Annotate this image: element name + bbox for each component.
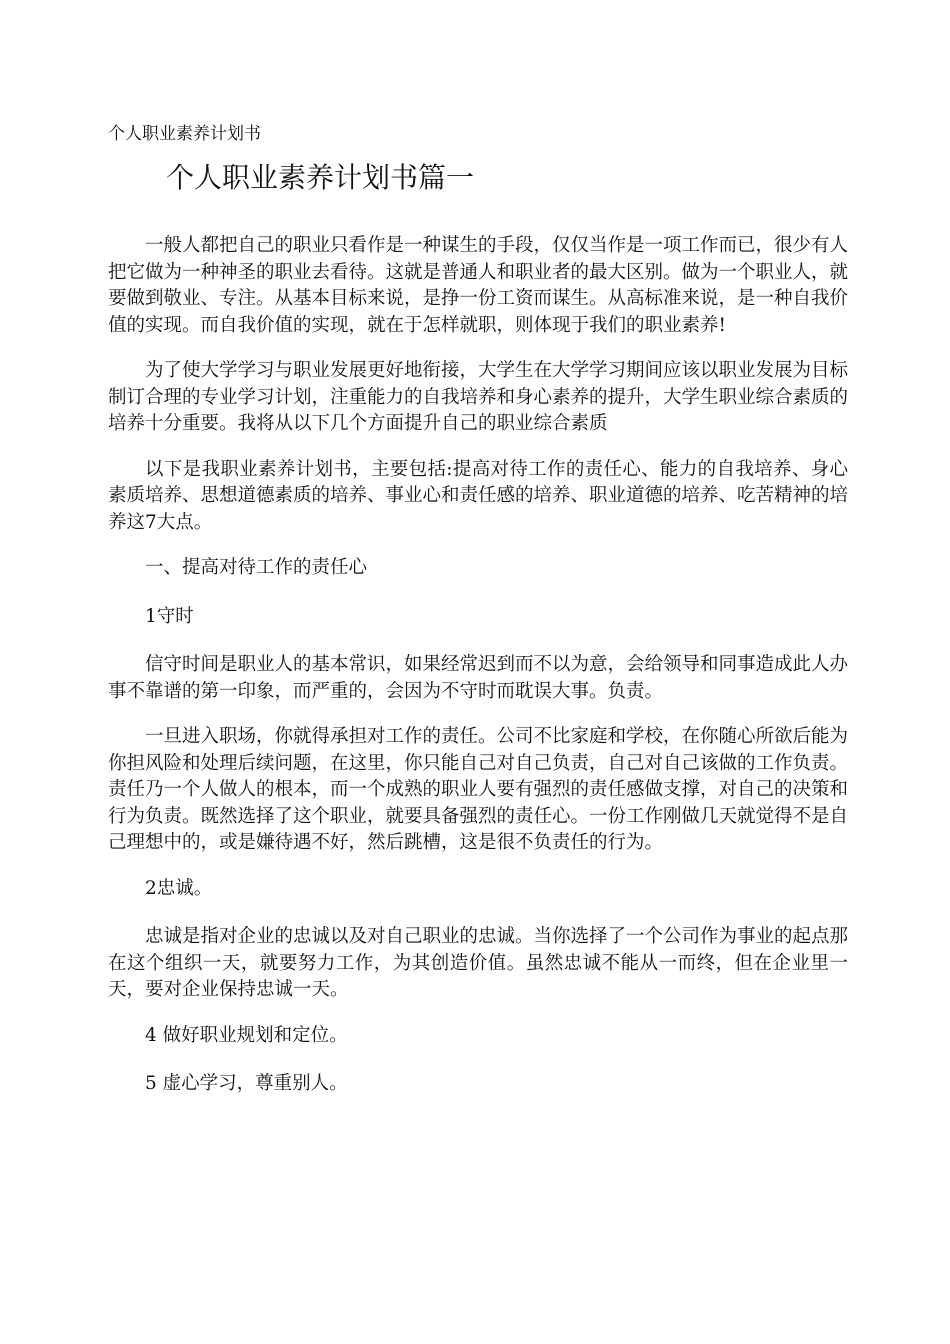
item-loyalty-heading: 2忠诚。 (145, 877, 213, 899)
section-heading: 个人职业素养计划书篇一 (166, 161, 475, 194)
document-title: 个人职业素养计划书 (108, 124, 261, 144)
paragraph-intro: 一般人都把自己的职业只看作是一种谋生的手段，仅仅当作是一项工作而已，很少有人把它做为一种神圣的职业去看待。这就是普通人和职业者的最大区别。做为一个职业人，就要做到敬业、专注。从基本目标来说，是挣一份工资而谋生。从高标准来说，是一种自我价值的实现。而自我价值的实现，就在于怎样就职，则体现于我们的职业素养! (108, 235, 849, 336)
document-body (108, 233, 848, 1120)
item-punctuality-heading: 1守时 (145, 605, 194, 627)
item-humble-learning: 5 虚心学习，尊重别人。 (145, 1073, 348, 1094)
subheading-responsibility: 一、提高对待工作的责任心 (145, 557, 368, 578)
paragraph-goal: 为了使大学学习与职业发展更好地衔接，大学生在大学学习期间应该以职业发展为目标制订合理的专业学习计划，注重能力的自我培养和身心素养的提升，大学生职业综合素质的培养十分重要。我将从以下几个方面提升自己的职业综合素质 (108, 360, 849, 434)
paragraph-summary: 以下是我职业素养计划书，主要包括:提高对待工作的责任心、能力的自我培养、身心素质培养、思想道德素质的培养、事业心和责任感的培养、职业道德的培养、吃苦精神的培养这7大点。 (108, 458, 849, 533)
item-career-planning: 4 做好职业规划和定位。 (145, 1024, 348, 1046)
paragraph-punctuality: 信守时间是职业人的基本常识，如果经常迟到而不以为意，会给领导和同事造成此人办事不靠谱的第一印象，而严重的，会因为不守时而耽误大事。负责。 (108, 654, 849, 702)
paragraph-responsibility: 一旦进入职场，你就得承担对工作的责任。公司不比家庭和学校，在你随心所欲后能为你担风险和处理后续问题，在这里，你只能自己对自己负责，自己对自己该做的工作负责。责任乃一个人做人的根本，而一个成熟的职业人要有强烈的责任感做支撑，对自己的决策和行为负责。既然选择了这个职业，就要具备强烈的责任心。一份工作刚做几天就觉得不是自己理想中的，或是嫌待遇不好，然后跳槽，这是很不负责任的行为。 (108, 726, 849, 853)
paragraph-loyalty: 忠诚是指对企业的忠诚以及对自己职业的忠诚。当你选择了一个公司作为事业的起点那在这个组织一天，就要努力工作，为其创造价值。虽然忠诚不能从一而终，但在企业里一天，要对企业保持忠诚一天。 (108, 926, 849, 1000)
